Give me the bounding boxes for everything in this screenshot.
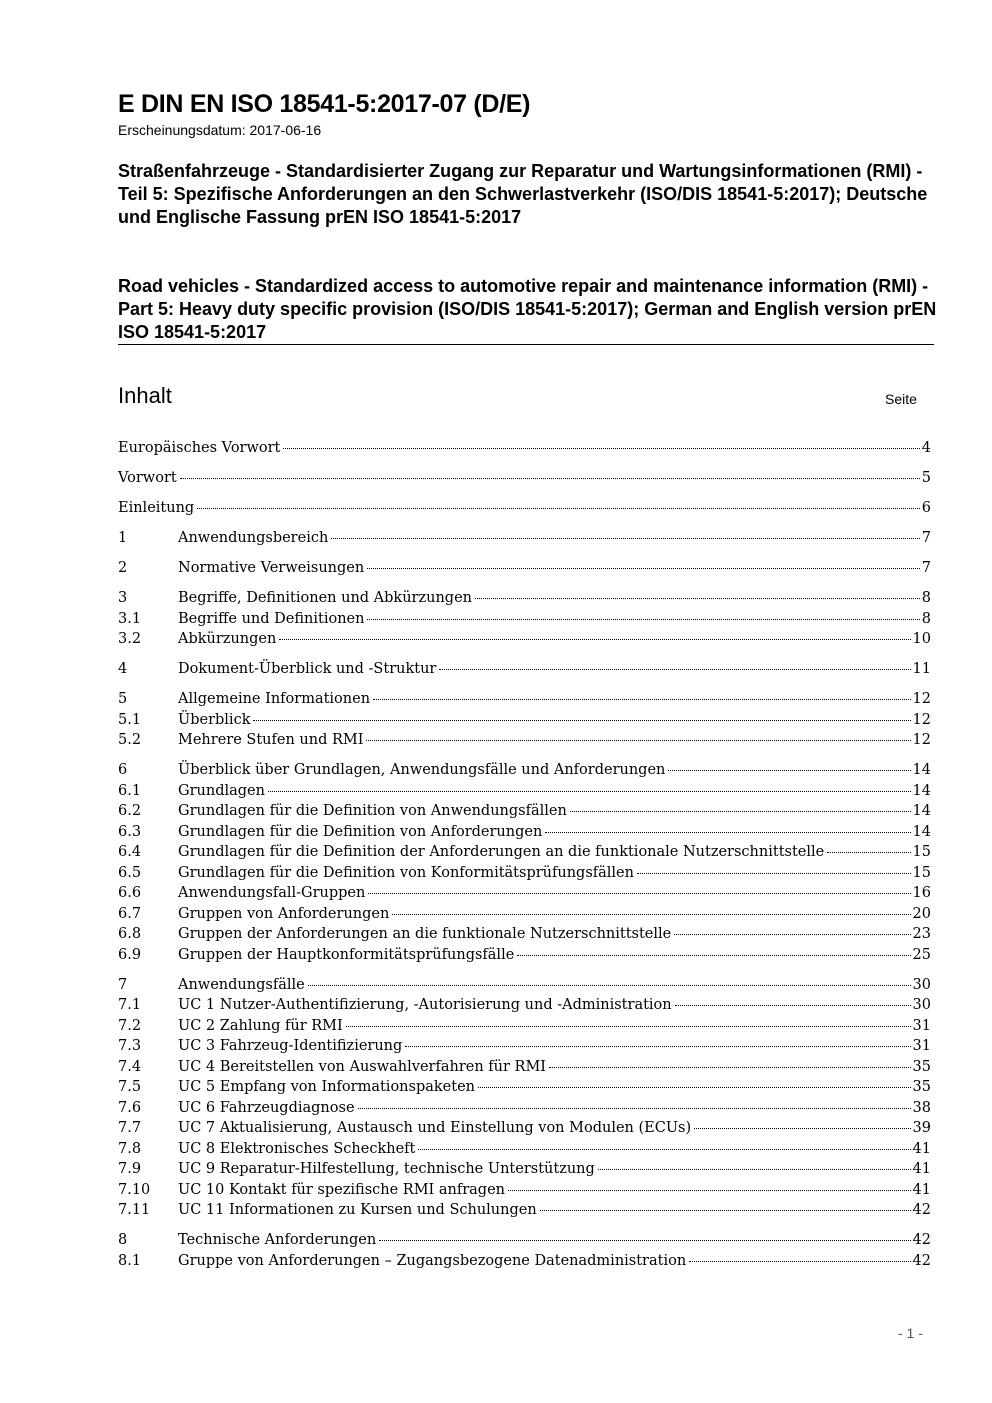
toc-dot-leader bbox=[331, 537, 919, 539]
toc-entry[interactable] bbox=[118, 762, 931, 783]
toc-entry-number: 6.1 bbox=[118, 782, 142, 799]
publication-date: Erscheinungsdatum: 2017-06-16 bbox=[118, 122, 322, 138]
toc-entry[interactable] bbox=[118, 865, 931, 886]
toc-dot-leader bbox=[540, 1209, 911, 1211]
toc-entry-title: Einleitung bbox=[118, 500, 195, 516]
toc-entry[interactable] bbox=[118, 661, 931, 682]
toc-entry[interactable] bbox=[118, 560, 931, 581]
toc-entry-page: 14 bbox=[912, 762, 931, 778]
toc-entry-page: 41 bbox=[912, 1181, 931, 1198]
toc-entry[interactable] bbox=[118, 1079, 931, 1100]
toc-entry-page: 20 bbox=[912, 905, 931, 922]
toc-entry-title: UC 7 Aktualisierung, Austausch und Einstellung von Modulen (ECUs) bbox=[178, 1120, 692, 1136]
toc-entry-title: Begriffe, Definitionen und Abkürzungen bbox=[178, 590, 473, 606]
toc-entry-page: 6 bbox=[921, 500, 931, 516]
toc-entry[interactable] bbox=[118, 844, 931, 865]
toc-dot-leader bbox=[367, 618, 919, 620]
toc-entry[interactable] bbox=[118, 500, 931, 521]
toc-entry-title: UC 5 Empfang von Informationspaketen bbox=[178, 1079, 475, 1095]
toc-entry-title: Vorwort bbox=[118, 470, 177, 486]
toc-entry-page: 14 bbox=[912, 782, 931, 799]
toc-entry-page: 12 bbox=[912, 691, 931, 707]
toc-group bbox=[118, 500, 931, 521]
toc-dot-leader bbox=[478, 1086, 911, 1088]
toc-dot-leader bbox=[674, 933, 910, 935]
toc-entry-number: 7.1 bbox=[118, 997, 142, 1013]
toc-group bbox=[118, 470, 931, 491]
toc-entry-number: 7.4 bbox=[118, 1058, 142, 1075]
table-of-contents bbox=[118, 440, 931, 1283]
toc-group bbox=[118, 762, 931, 967]
toc-entry-number: 6.7 bbox=[118, 905, 142, 922]
toc-entry-number: 6.8 bbox=[118, 926, 142, 942]
toc-group bbox=[118, 977, 931, 1223]
toc-dot-leader bbox=[418, 1148, 910, 1150]
toc-page-label: Seite bbox=[885, 391, 917, 407]
toc-entry-title: Technische Anforderungen bbox=[178, 1232, 377, 1248]
toc-entry-number: 3.1 bbox=[118, 610, 142, 627]
toc-dot-leader bbox=[279, 638, 910, 640]
toc-group bbox=[118, 560, 931, 581]
toc-entry-number: 1 bbox=[118, 530, 128, 546]
toc-entry-number: 7 bbox=[118, 976, 128, 993]
toc-entry-number: 7.8 bbox=[118, 1140, 142, 1157]
toc-entry-title: Überblick bbox=[178, 711, 251, 728]
toc-dot-leader bbox=[197, 507, 920, 509]
toc-entry[interactable] bbox=[118, 1120, 931, 1141]
toc-dot-leader bbox=[253, 719, 910, 721]
toc-dot-leader bbox=[439, 668, 910, 670]
toc-entry-title: Gruppe von Anforderungen – Zugangsbezogene Datenadministration bbox=[178, 1252, 687, 1269]
title-divider bbox=[118, 344, 934, 345]
toc-entry-page: 15 bbox=[912, 864, 931, 881]
toc-entry-page: 31 bbox=[912, 1038, 931, 1054]
toc-entry-title: Normative Verweisungen bbox=[178, 560, 365, 576]
toc-entry-title: Grundlagen für die Definition von Anwendungsfällen bbox=[178, 803, 567, 819]
toc-entry-page: 16 bbox=[912, 885, 931, 901]
toc-group bbox=[118, 1232, 931, 1273]
toc-entry-title: UC 9 Reparatur-Hilfestellung, technische Unterstützung bbox=[178, 1161, 595, 1177]
toc-entry-page: 42 bbox=[912, 1232, 931, 1248]
toc-dot-leader bbox=[180, 477, 920, 479]
page-number: - 1 - bbox=[898, 1325, 923, 1341]
toc-entry-number: 6 bbox=[118, 762, 128, 778]
toc-entry[interactable] bbox=[118, 1141, 931, 1162]
toc-dot-leader bbox=[517, 954, 910, 956]
toc-entry-number: 6.3 bbox=[118, 823, 142, 840]
toc-entry[interactable] bbox=[118, 530, 931, 551]
toc-entry-number: 5 bbox=[118, 691, 128, 707]
toc-entry-number: 6.2 bbox=[118, 803, 142, 819]
toc-dot-leader bbox=[827, 851, 910, 853]
toc-dot-leader bbox=[668, 769, 910, 771]
toc-entry[interactable] bbox=[118, 1232, 931, 1253]
toc-dot-leader bbox=[545, 831, 910, 833]
toc-entry-title: Gruppen der Hauptkonformitätsprüfungsfälle bbox=[178, 946, 515, 963]
toc-entry[interactable] bbox=[118, 1182, 931, 1203]
toc-entry-title: UC 2 Zahlung für RMI bbox=[178, 1017, 343, 1034]
toc-entry-number: 4 bbox=[118, 661, 128, 677]
toc-entry[interactable] bbox=[118, 732, 931, 753]
toc-entry-title: Grundlagen bbox=[178, 782, 265, 799]
toc-entry-title: UC 3 Fahrzeug-Identifizierung bbox=[178, 1038, 403, 1054]
toc-entry-page: 10 bbox=[912, 631, 931, 647]
toc-entry[interactable] bbox=[118, 997, 931, 1018]
toc-entry-page: 38 bbox=[912, 1099, 931, 1116]
toc-entry-title: Anwendungsfälle bbox=[178, 976, 305, 993]
toc-dot-leader bbox=[689, 1260, 910, 1262]
toc-dot-leader bbox=[392, 913, 910, 915]
toc-dot-leader bbox=[268, 790, 911, 792]
toc-entry[interactable] bbox=[118, 712, 931, 733]
toc-entry-number: 6.4 bbox=[118, 844, 142, 860]
toc-entry-number: 8.1 bbox=[118, 1252, 142, 1269]
toc-dot-leader bbox=[675, 1004, 911, 1006]
toc-entry-title: Allgemeine Informationen bbox=[178, 691, 371, 707]
toc-entry-number: 2 bbox=[118, 560, 128, 576]
toc-entry-number: 7.11 bbox=[118, 1202, 151, 1218]
toc-entry-page: 39 bbox=[912, 1120, 931, 1136]
toc-entry-page: 11 bbox=[912, 661, 931, 677]
toc-entry-title: UC 1 Nutzer-Authentifizierung, -Autorisierung und -Administration bbox=[178, 997, 672, 1013]
toc-entry[interactable] bbox=[118, 691, 931, 712]
toc-entry[interactable] bbox=[118, 1059, 931, 1080]
toc-entry-title: UC 4 Bereitstellen von Auswahlverfahren für RMI bbox=[178, 1058, 547, 1075]
toc-entry-page: 41 bbox=[912, 1140, 931, 1157]
toc-dot-leader bbox=[475, 597, 920, 599]
toc-entry-title: Anwendungsbereich bbox=[178, 530, 329, 546]
toc-entry-page: 30 bbox=[912, 997, 931, 1013]
toc-entry-page: 14 bbox=[912, 823, 931, 840]
toc-dot-leader bbox=[508, 1189, 911, 1191]
toc-group bbox=[118, 590, 931, 652]
toc-entry-title: Mehrere Stufen und RMI bbox=[178, 732, 364, 748]
toc-entry[interactable] bbox=[118, 1100, 931, 1121]
toc-entry-title: UC 6 Fahrzeugdiagnose bbox=[178, 1099, 355, 1116]
toc-entry[interactable] bbox=[118, 977, 931, 998]
toc-entry[interactable] bbox=[118, 885, 931, 906]
toc-dot-leader bbox=[637, 872, 911, 874]
toc-entry[interactable] bbox=[118, 1161, 931, 1182]
toc-entry-page: 14 bbox=[912, 803, 931, 819]
toc-entry-number: 5.1 bbox=[118, 711, 142, 728]
toc-dot-leader bbox=[358, 1107, 911, 1109]
toc-entry-page: 41 bbox=[912, 1161, 931, 1177]
toc-entry-number: 7.6 bbox=[118, 1099, 142, 1116]
toc-entry-title: Grundlagen für die Definition von Anforderungen bbox=[178, 823, 543, 840]
toc-dot-leader bbox=[549, 1066, 911, 1068]
toc-entry-title: Begriffe und Definitionen bbox=[178, 610, 365, 627]
toc-entry-page: 8 bbox=[921, 590, 931, 606]
toc-group bbox=[118, 530, 931, 551]
toc-dot-leader bbox=[367, 567, 920, 569]
toc-entry-title: Gruppen der Anforderungen an die funktionale Nutzerschnittstelle bbox=[178, 926, 672, 942]
toc-entry-title: Abkürzungen bbox=[178, 631, 277, 647]
toc-dot-leader bbox=[346, 1025, 911, 1027]
toc-entry-title: UC 8 Elektronisches Scheckheft bbox=[178, 1140, 416, 1157]
document-id: E DIN EN ISO 18541-5:2017-07 (D/E) bbox=[118, 90, 531, 118]
toc-entry-page: 15 bbox=[912, 844, 931, 860]
toc-dot-leader bbox=[570, 810, 911, 812]
toc-entry-number: 6.6 bbox=[118, 885, 142, 901]
toc-dot-leader bbox=[308, 984, 911, 986]
toc-entry-title: UC 10 Kontakt für spezifische RMI anfragen bbox=[178, 1181, 506, 1198]
toc-entry-number: 7.3 bbox=[118, 1038, 142, 1054]
toc-entry[interactable] bbox=[118, 926, 931, 947]
toc-entry[interactable] bbox=[118, 783, 931, 804]
toc-dot-leader bbox=[366, 739, 910, 741]
toc-entry-page: 8 bbox=[921, 610, 931, 627]
toc-entry[interactable] bbox=[118, 590, 931, 611]
toc-entry-title: UC 11 Informationen zu Kursen und Schulungen bbox=[178, 1202, 537, 1218]
toc-entry-number: 7.2 bbox=[118, 1017, 142, 1034]
toc-group bbox=[118, 440, 931, 461]
toc-dot-leader bbox=[405, 1045, 910, 1047]
toc-entry[interactable] bbox=[118, 803, 931, 824]
title-german: Straßenfahrzeuge - Standardisierter Zugang zur Reparatur und Wartungsinformationen (RMI) - Teil 5: Spezifische Anforderungen an den Schwerlastverkehr (ISO/DIS 18541-5:2017); Deutsche und Englische Fassung prEN ISO 18541-5:2017 bbox=[118, 161, 928, 227]
toc-entry-page: 42 bbox=[912, 1202, 931, 1218]
toc-entry[interactable] bbox=[118, 1253, 931, 1274]
toc-heading: Inhalt bbox=[118, 383, 172, 408]
toc-entry-number: 3 bbox=[118, 590, 128, 606]
toc-entry-page: 35 bbox=[912, 1058, 931, 1075]
toc-entry[interactable] bbox=[118, 824, 931, 845]
toc-dot-leader bbox=[379, 1239, 910, 1241]
toc-entry-page: 7 bbox=[921, 560, 931, 576]
toc-group bbox=[118, 661, 931, 682]
toc-entry-number: 7.5 bbox=[118, 1079, 142, 1095]
toc-entry[interactable] bbox=[118, 1038, 931, 1059]
toc-dot-leader bbox=[373, 698, 910, 700]
toc-entry[interactable] bbox=[118, 906, 931, 927]
toc-entry-title: Europäisches Vorwort bbox=[118, 440, 281, 456]
toc-entry-page: 7 bbox=[921, 530, 931, 546]
toc-entry-page: 4 bbox=[921, 440, 931, 456]
toc-entry-title: Überblick über Grundlagen, Anwendungsfälle und Anforderungen bbox=[178, 762, 666, 778]
toc-entry-page: 23 bbox=[912, 926, 931, 942]
toc-entry[interactable] bbox=[118, 470, 931, 491]
toc-entry-number: 6.9 bbox=[118, 946, 142, 963]
toc-entry-number: 5.2 bbox=[118, 732, 142, 748]
toc-entry-number: 7.7 bbox=[118, 1120, 142, 1136]
toc-entry-page: 12 bbox=[912, 732, 931, 748]
toc-entry-title: Grundlagen für die Definition von Konformitätsprüfungsfällen bbox=[178, 864, 634, 881]
toc-entry-number: 3.2 bbox=[118, 631, 142, 647]
toc-entry-number: 7.9 bbox=[118, 1161, 142, 1177]
toc-entry[interactable] bbox=[118, 947, 931, 968]
toc-dot-leader bbox=[283, 447, 919, 449]
toc-entry-title: Gruppen von Anforderungen bbox=[178, 905, 390, 922]
toc-entry[interactable] bbox=[118, 1018, 931, 1039]
toc-entry-page: 30 bbox=[912, 976, 931, 993]
toc-entry-number: 6.5 bbox=[118, 864, 142, 881]
toc-entry-page: 42 bbox=[912, 1252, 931, 1269]
toc-entry-page: 35 bbox=[912, 1079, 931, 1095]
toc-entry-title: Grundlagen für die Definition der Anforderungen an die funktionale Nutzerschnittstelle bbox=[178, 844, 825, 860]
toc-entry-number: 8 bbox=[118, 1232, 128, 1248]
toc-entry[interactable] bbox=[118, 631, 931, 652]
toc-entry-page: 12 bbox=[912, 711, 931, 728]
toc-entry[interactable] bbox=[118, 1202, 931, 1223]
toc-group bbox=[118, 691, 931, 753]
toc-entry-number: 7.10 bbox=[118, 1181, 151, 1198]
toc-entry[interactable] bbox=[118, 440, 931, 461]
toc-entry[interactable] bbox=[118, 611, 931, 632]
toc-entry-page: 25 bbox=[912, 946, 931, 963]
toc-dot-leader bbox=[694, 1127, 910, 1129]
toc-entry-title: Dokument-Überblick und -Struktur bbox=[178, 661, 437, 677]
title-english: Road vehicles - Standardized access to automotive repair and maintenance information (RMI) - Part 5: Heavy duty specific provision (ISO/DIS 18541-5:2017); German and English version prEN ISO 18541-5:2017 bbox=[118, 276, 937, 342]
toc-entry-page: 5 bbox=[921, 470, 931, 486]
toc-dot-leader bbox=[368, 892, 910, 894]
toc-entry-title: Anwendungsfall-Gruppen bbox=[178, 885, 366, 901]
toc-dot-leader bbox=[598, 1168, 911, 1170]
toc-entry-page: 31 bbox=[912, 1017, 931, 1034]
